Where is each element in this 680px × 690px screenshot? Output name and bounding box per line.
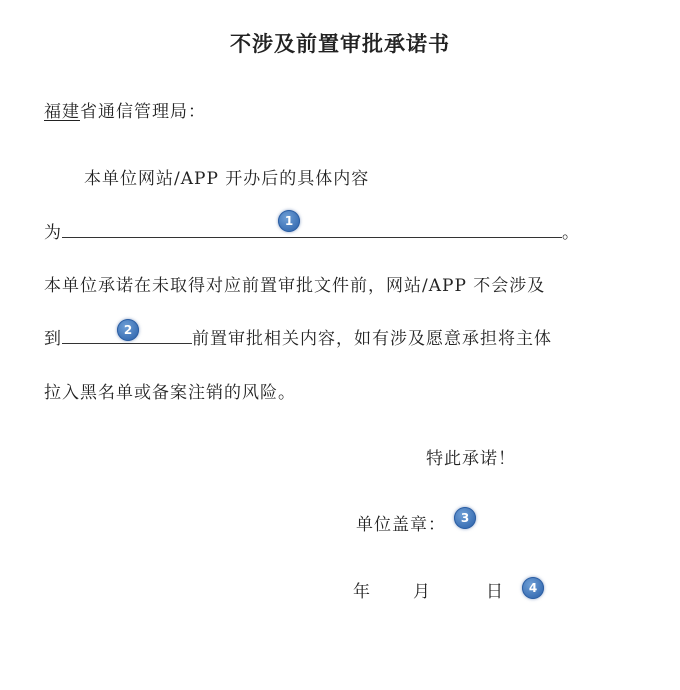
content-blank-field[interactable] bbox=[62, 223, 562, 238]
addressee-province: 福建 bbox=[44, 102, 80, 122]
paragraph-1-prefix: 为 bbox=[44, 223, 62, 243]
annotation-badge-3[interactable]: 3 bbox=[454, 507, 476, 529]
document-title: 不涉及前置审批承诺书 bbox=[230, 32, 450, 56]
addressee-rest: 省通信管理局： bbox=[80, 102, 206, 122]
date-year: 年 bbox=[353, 582, 371, 602]
paragraph-2-prefix: 到 bbox=[44, 329, 62, 349]
annotation-badge-4[interactable]: 4 bbox=[522, 577, 544, 599]
seal-label: 单位盖章： bbox=[356, 515, 446, 535]
paragraph-2-line-1: 本单位承诺在未取得对应前置审批文件前，网站/APP 不会涉及 bbox=[44, 276, 546, 296]
date-month: 月 bbox=[413, 582, 431, 602]
paragraph-1-line-2 bbox=[44, 218, 580, 243]
paragraph-1-suffix: 。 bbox=[562, 223, 580, 243]
date-day: 日 bbox=[486, 582, 504, 602]
annotation-badge-2[interactable]: 2 bbox=[117, 319, 139, 341]
paragraph-1-line-1: 本单位网站/APP 开办后的具体内容 bbox=[84, 169, 370, 189]
paragraph-2-line-3: 拉入黑名单或备案注销的风险。 bbox=[44, 383, 296, 403]
addressee-line bbox=[44, 97, 206, 122]
annotation-badge-1[interactable]: 1 bbox=[278, 210, 300, 232]
paragraph-2-suffix: 前置审批相关内容，如有涉及愿意承担将主体 bbox=[192, 329, 552, 349]
closing-text: 特此承诺！ bbox=[426, 449, 516, 469]
